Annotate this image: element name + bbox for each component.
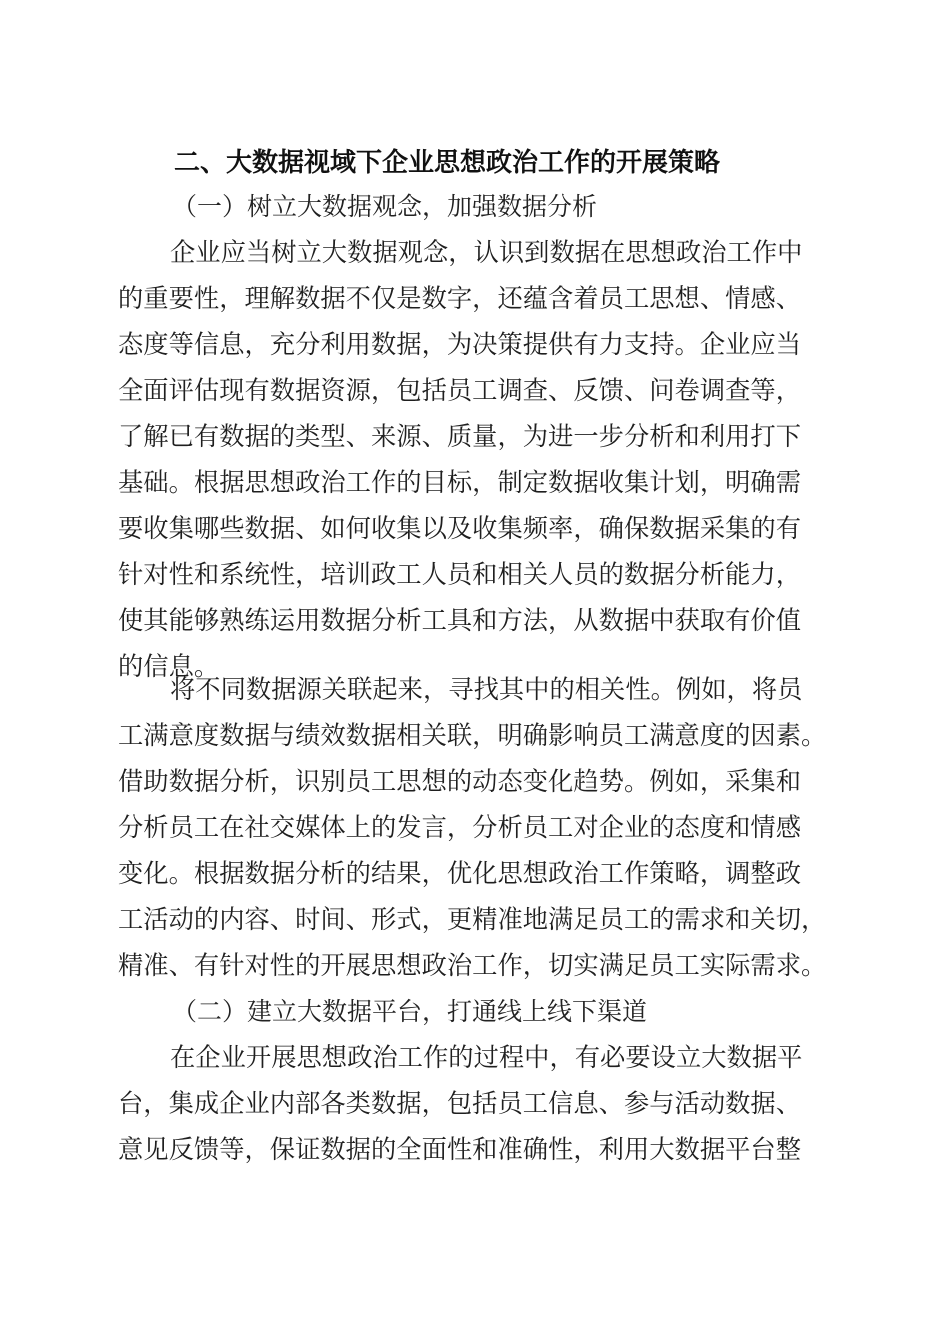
text-line: 基础。根据思想政治工作的目标，制定数据收集计划，明确需	[118, 468, 802, 497]
text-line: 变化。根据数据分析的结果，优化思想政治工作策略，调整政	[118, 859, 802, 888]
text-line: 使其能够熟练运用数据分析工具和方法，从数据中获取有价值	[118, 606, 802, 635]
paragraph-2	[118, 667, 838, 989]
paragraph-1	[118, 230, 838, 690]
text-line: 在企业开展思想政治工作的过程中，有必要设立大数据平	[170, 1043, 803, 1072]
section-heading: 二、大数据视域下企业思想政治工作的开展策略	[174, 148, 721, 178]
text-line: 台，集成企业内部各类数据，包括员工信息、参与活动数据、	[118, 1089, 802, 1118]
text-line: 借助数据分析，识别员工思想的动态变化趋势。例如，采集和	[118, 767, 802, 796]
paragraph-3	[118, 1035, 838, 1173]
text-line: 将不同数据源关联起来，寻找其中的相关性。例如，将员	[170, 675, 803, 704]
text-line: 工满意度数据与绩效数据相关联，明确影响员工满意度的因素。	[118, 721, 827, 750]
text-line: 的重要性，理解数据不仅是数字，还蕴含着员工思想、情感、	[118, 284, 802, 313]
text-line: 精准、有针对性的开展思想政治工作，切实满足员工实际需求。	[118, 951, 827, 980]
text-line: 态度等信息，充分利用数据，为决策提供有力支持。企业应当	[118, 330, 802, 359]
text-line: 分析员工在社交媒体上的发言，分析员工对企业的态度和情感	[118, 813, 802, 842]
subsection-title-2: （二）建立大数据平台，打通线上线下渠道	[172, 997, 648, 1026]
subsection-title-1: （一）树立大数据观念，加强数据分析	[172, 192, 598, 221]
text-line: 全面评估现有数据资源，包括员工调查、反馈、问卷调查等，	[118, 376, 802, 405]
text-line: 的信息。	[118, 652, 220, 681]
text-line: 意见反馈等，保证数据的全面性和准确性，利用大数据平台整	[118, 1135, 802, 1164]
text-line: 针对性和系统性，培训政工人员和相关人员的数据分析能力，	[118, 560, 802, 589]
text-line: 工活动的内容、时间、形式，更精准地满足员工的需求和关切，	[118, 905, 827, 934]
text-line: 企业应当树立大数据观念，认识到数据在思想政治工作中	[170, 238, 803, 267]
text-line: 要收集哪些数据、如何收集以及收集频率，确保数据采集的有	[118, 514, 802, 543]
text-line: 了解已有数据的类型、来源、质量，为进一步分析和利用打下	[118, 422, 802, 451]
